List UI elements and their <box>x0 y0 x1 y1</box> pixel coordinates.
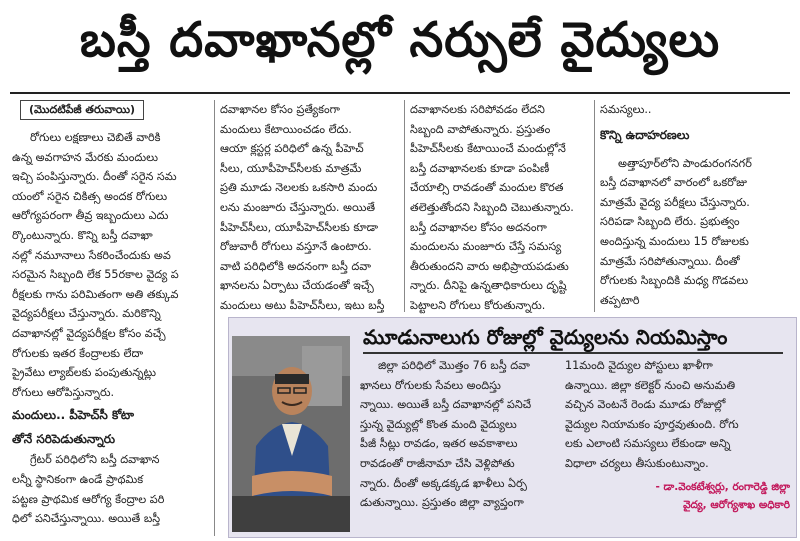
column-divider-2 <box>404 100 405 312</box>
text-line: బస్తీ దవాఖానల కోసం అదనంగా <box>410 220 547 234</box>
text-line: ర్కొంటున్నారు. కొన్ని బస్తీ దవాఖా <box>12 228 153 242</box>
text-line: లను మంజూరు చేస్తున్నారు. అయితే <box>220 200 376 214</box>
official-byline <box>565 478 790 514</box>
column-2 <box>220 100 400 316</box>
text-line: సరమైన సిబ్బంది లేక 55రకాల వైద్య ప <box>12 268 179 282</box>
text-line: రోగులు ఆరోపిస్తున్నారు. <box>12 385 115 399</box>
text-line: పట్టణ ప్రాథమిక ఆరోగ్య కేంద్రాల పరి <box>12 492 165 506</box>
text-line: దవాఖానలకు సరిపోవడం లేదని <box>410 103 545 116</box>
text-line: బస్తీ దవాఖానలకు కూడా పంపిణీ <box>410 161 550 175</box>
box-title: మూడునాలుగు రోజుల్లో వైద్యులను నియమిస్తాం <box>363 322 783 354</box>
continued-tag: (మొదటిపేజీ తరువాయి) <box>20 100 144 120</box>
column-divider-3 <box>594 100 595 312</box>
text-line: తప్పటారి <box>600 293 640 307</box>
text-line: న్నారు. దీనిపై ఉన్నతాధికారులు దృష్టి <box>410 279 567 293</box>
col4-subhead: కొన్ని ఉదాహరణలు <box>600 127 690 142</box>
text-line: పీహెచ్‌సీలు, యూపీహెచ్‌సీలకు కూడా <box>220 220 379 234</box>
col1-bottom-text <box>12 450 212 528</box>
text-line: పెట్టాలని రోగులు కోరుతున్నారు. <box>410 298 546 312</box>
official-photo <box>232 336 350 532</box>
text-line: అందిస్తున్న మందులు 15 రోజులకు <box>600 234 749 248</box>
text-line: నల్లో నమూనాలు సేకరించేందుకు అవ <box>12 248 171 262</box>
text-line: ఖానలను ఏర్పాటు చేయడంతో ఇచ్చే <box>220 279 374 293</box>
text-line: సీలు, యూపీహెచ్‌సీలకు మాత్రమే <box>220 161 362 175</box>
text-line: దవాఖానల కోసం ప్రత్యేకంగా <box>220 103 340 116</box>
text-line: సరిపడా సిబ్బంది లేరు. ప్రభుత్వం <box>600 215 740 229</box>
text-line: రావడంతో రాజీనామా చేసి వెళ్లిపోతు <box>360 456 515 470</box>
box-left-text <box>360 356 556 513</box>
text-line: పీహెచ్‌సీలకు కేటాయించే మందుల్లోనే <box>410 142 566 156</box>
text-line: ఇచ్చి పంపిస్తున్నారు. దీంతో సరైన సమ <box>12 170 177 184</box>
column-4 <box>600 100 790 310</box>
text-line: బస్తీ దవాఖానలో వారంలో ఒకరోజు <box>600 176 747 190</box>
box-right-text <box>565 356 790 474</box>
text-line: చేయాల్సి రావడంతో మందుల కొరత <box>410 181 564 195</box>
headline: బస్తీ దవాఖానల్లో నర్సులే వైద్యులు <box>79 12 721 68</box>
text-line: న్నాయి. అయితే బస్తీ దవాఖానల్లో పనిచే <box>360 398 532 412</box>
text-line: వైద్యపరీక్షలు చేస్తున్నారు. మరికొన్ని <box>12 307 161 321</box>
column-1 <box>12 98 212 529</box>
text-line: తలెత్తుతోందని సిబ్బంది చెబుతున్నారు. <box>410 200 574 214</box>
text-line: ఆయా క్లస్టర్ల పరిధిలో ఉన్న పీహెచ్ <box>220 142 364 156</box>
headline-rule <box>10 92 790 94</box>
col4-top-line: సమస్యలు.. <box>600 103 652 116</box>
text-line: వైద్యుల నియామకం పూర్తవుతుంది. రోగు <box>565 417 739 431</box>
text-line: మందులు కేటాయించడం లేదు. <box>220 122 352 136</box>
text-line: స్తున్న వైద్యుల్లో కొంత మంది వైద్యులు <box>360 417 517 431</box>
text-line: వచ్చిన వెంటనే రెండు మూడు రోజుల్లో <box>565 398 726 412</box>
text-line: సిబ్బంది వాపోతున్నారు. ప్రస్తుతం <box>410 122 551 136</box>
text-line: లన్నీ స్థానికంగా ఉండే ప్రాథమిక <box>12 472 144 486</box>
text-line: ధిలో పనిచేస్తున్నాయి. అయితే బస్తీ <box>12 512 161 526</box>
text-line: రోజువారీ రోగులు వస్తూనే ఉంటారు. <box>220 240 372 254</box>
text-line: మందులను మంజూరు చేస్తే సమస్య <box>410 240 562 254</box>
text-line: వాటి పరిధిలోకి అదనంగా బస్తీ దవా <box>220 259 372 273</box>
text-line: దవాఖానల్లో వైద్యపరీక్షల కోసం వచ్చే <box>12 326 166 340</box>
col4-text <box>600 154 790 311</box>
text-line: రోగులు లక్షణాలు చెబితే వారికి <box>30 131 161 144</box>
text-line: రోగులకు సిబ్బందికి మధ్య గొడవలు <box>600 274 749 288</box>
text-line: పీజీ సీట్లు రావడం, ఇతర అవకాశాలు <box>360 437 518 451</box>
column-divider-1 <box>214 100 215 536</box>
text-line: జిల్లా పరిధిలో మొత్తం 76 బస్తీ దవా <box>378 359 530 372</box>
text-line: రీక్షలకు గాను పరిమితంగా అతి తక్కువ <box>12 287 179 301</box>
text-line: రోగులకు ఇతర కేంద్రాలకు లేదా <box>12 346 144 360</box>
text-line: యంలో సరైన చికిత్స అందక రోగులు <box>12 189 168 203</box>
text-line: 11మంది వైద్యుల పోస్టులు ఖాళీగా <box>565 359 713 372</box>
column-3 <box>410 100 590 316</box>
text-line: ప్రైవేటు ల్యాబ్‌లకు పంపుతున్నట్లు <box>12 366 156 380</box>
byline-line-2: వైద్య, ఆరోగ్యశాఖ అధికారి <box>683 499 790 511</box>
text-line: ఖానలు రోగులకు సేవలు అందిస్తు <box>360 378 501 392</box>
text-line: డుతున్నాయి. ప్రస్తుతం జిల్లా వ్యాప్తంగా <box>360 496 524 510</box>
text-line: ఆరోగ్యపరంగా తీవ్ర ఇబ్బందులు ఎదు <box>12 209 169 223</box>
text-line: విధాలా చర్యలు తీసుకుంటున్నాం. <box>565 456 709 470</box>
col1-subhead-2: తోనే సరిపెడుతున్నారు <box>12 432 116 447</box>
text-line: తీరుతుందని వారు అభిప్రాయపడుతు <box>410 259 569 273</box>
text-line: గ్రేటర్ పరిధిలోని బస్తీ దవాఖాన <box>30 453 160 467</box>
text-line: న్నారు. దీంతో అక్కడక్కడ ఖాళీలు ఏర్ప <box>360 476 527 490</box>
text-line: అత్తాపూర్‌లోని పాండురంగనగర్ <box>618 156 752 170</box>
portrait-illustration <box>232 336 350 532</box>
text-line: మందులు అటు పీహెచ్‌సీలు, ఇటు బస్తీ <box>220 298 385 312</box>
text-line: ప్రతి మూడు నెలలకు ఒకసారి మందు <box>220 181 378 195</box>
text-line: లకు ఎలాంటి సమస్యలు లేకుండా అన్ని <box>565 437 731 451</box>
text-line: మాత్రమే వైద్య పరీక్షలు చేస్తున్నారు. <box>600 195 750 209</box>
text-line: ఉన్న అవగాహన మేరకు మందులు <box>12 150 158 164</box>
text-line: మాత్రమే సరిపోతున్నాయి. దీంతో <box>600 254 740 268</box>
text-line: ఉన్నాయి. జిల్లా కలెక్టర్ నుంచి అనుమతి <box>565 378 736 392</box>
col1-top-text <box>12 128 212 402</box>
byline-line-1: - డా.వెంకటేశ్వర్లు, రంగారెడ్డి జిల్లా <box>655 481 790 493</box>
col1-subhead-1: మందులు.. పీహెచ్‌సీ కోటా <box>12 408 135 423</box>
